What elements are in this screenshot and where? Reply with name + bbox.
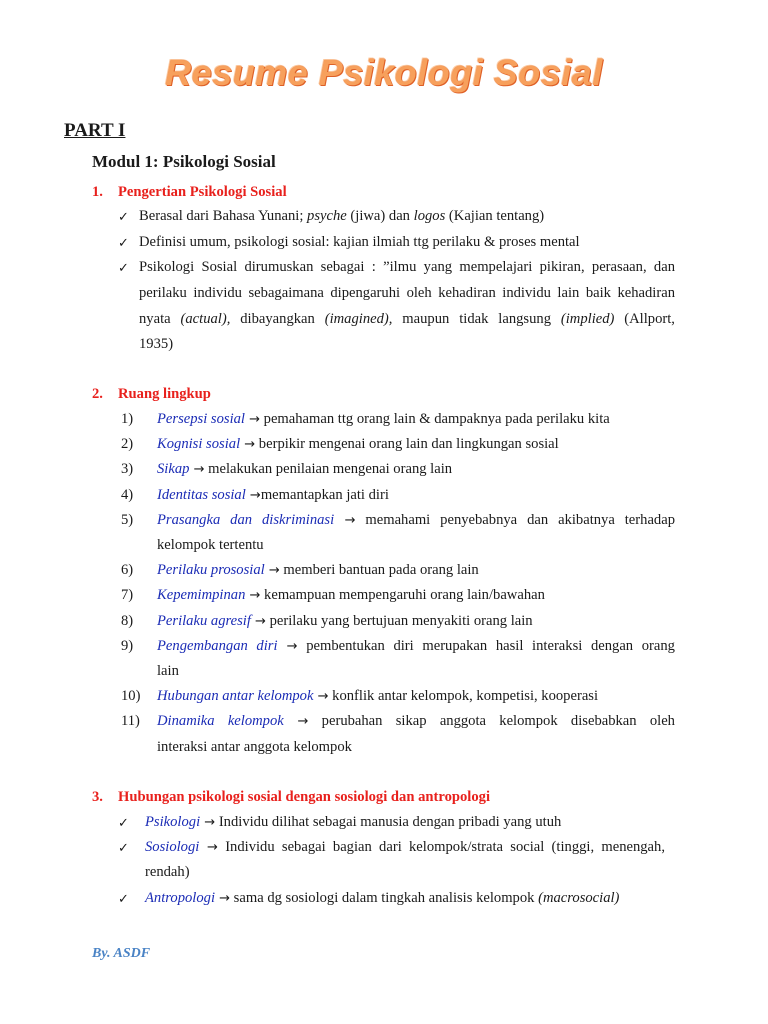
scope-term: Prasangka dan diskriminasi xyxy=(157,511,335,528)
relation-term: Psikologi xyxy=(145,814,201,830)
list-number: 3) xyxy=(121,461,134,478)
scope-term: Kognisi sosial xyxy=(157,436,241,453)
section-title: Hubungan psikologi sosial dengan sosiologi dan antropologi xyxy=(118,789,491,805)
scope-term: Kepemimpinan xyxy=(157,587,246,604)
text-span: Berasal dari Bahasa Yunani; xyxy=(139,208,308,224)
right-arrow-icon: → xyxy=(240,437,256,453)
right-arrow-icon: → xyxy=(264,563,280,579)
list-number: 6) xyxy=(121,562,134,579)
text-span: (Kajian tentang) xyxy=(445,208,545,224)
item-description: memahami penyebabnya dan akibatnya terhadap xyxy=(355,511,675,528)
scope-term: Perilaku prososial xyxy=(157,562,265,579)
scope-term: Dinamika kelompok xyxy=(157,713,284,730)
list-number: 8) xyxy=(121,612,134,629)
text-span: (Allport, xyxy=(614,311,675,327)
item-description: Individu sebagai bagian dari kelompok/strata social (tinggi, menengah, xyxy=(217,839,665,856)
item-description: konflik antar kelompok, kompetisi, kooperasi xyxy=(328,688,599,705)
scope-term: Pengembangan diri xyxy=(157,637,278,654)
list-item-continuation: rendah) xyxy=(145,864,190,881)
list-number: 1) xyxy=(121,411,134,427)
text-span: maupun tidak langsung xyxy=(392,311,561,327)
list-item xyxy=(157,613,533,630)
list-item-continuation: kelompok tertentu xyxy=(157,537,264,553)
list-item xyxy=(145,890,619,907)
italic-term: (actual), xyxy=(180,311,231,327)
bullet-text: Definisi umum, psikologi sosial: kajian ilmiah ttg perilaku & proses mental xyxy=(139,234,580,250)
paragraph-line: Psikologi Sosial dirumuskan sebagai : ”ilmu yang mempelajari pikiran, perasaan, dan xyxy=(139,259,675,275)
list-item xyxy=(157,638,675,655)
section-title: Pengertian Psikologi Sosial xyxy=(118,184,287,200)
list-number: 11) xyxy=(121,713,140,730)
item-description: sama dg sosiologi dalam tingkah analisis kelompok xyxy=(230,889,539,906)
text-span: (jiwa) dan xyxy=(346,208,414,224)
list-item xyxy=(157,688,598,705)
checkmark-icon: ✓ xyxy=(118,236,129,251)
item-description: kemampuan mempengaruhi orang lain/bawahan xyxy=(260,587,545,604)
italic-term: logos xyxy=(413,208,446,224)
list-item xyxy=(157,512,675,529)
paragraph-line: 1935) xyxy=(139,336,174,352)
scope-term: Perilaku agresif xyxy=(157,612,251,629)
right-arrow-icon: → xyxy=(334,512,356,528)
paragraph-line xyxy=(139,311,675,328)
right-arrow-icon: → xyxy=(313,689,329,705)
item-description: perubahan sikap anggota kelompok disebabkan oleh xyxy=(308,713,675,730)
list-item xyxy=(145,839,665,856)
item-description: melakukan penilaian mengenai orang lain xyxy=(204,461,453,478)
right-arrow-icon: → xyxy=(283,714,309,730)
list-number: 5) xyxy=(121,511,134,528)
document-title: Resume Psikologi Sosial xyxy=(165,52,603,93)
right-arrow-icon: → xyxy=(215,890,231,906)
list-item xyxy=(145,814,561,831)
list-item-continuation: lain xyxy=(157,663,179,679)
list-item-continuation: interaksi antar anggota kelompok xyxy=(157,738,352,755)
list-number: 9) xyxy=(121,637,134,654)
checkmark-icon: ✓ xyxy=(118,210,129,225)
text-span: nyata xyxy=(139,311,181,327)
list-item xyxy=(157,461,452,478)
relation-term: Sosiologi xyxy=(145,839,200,856)
scope-term: Persepsi sosial xyxy=(157,411,245,427)
paragraph-line: perilaku individu sebagaimana dipengaruhi oleh kehadiran individu lain baik kehadiran xyxy=(139,285,675,301)
checkmark-icon: ✓ xyxy=(118,841,129,857)
bullet-text xyxy=(139,208,544,225)
module-heading: Modul 1: Psikologi Sosial xyxy=(92,152,276,171)
list-item xyxy=(157,713,675,730)
item-description: memantapkan jati diri xyxy=(260,486,389,503)
right-arrow-icon: → xyxy=(245,588,261,604)
item-description: Individu dilihat sebagai manusia dengan pribadi yang utuh xyxy=(215,814,562,830)
right-arrow-icon: → xyxy=(200,815,216,830)
list-item xyxy=(157,562,479,579)
checkmark-icon: ✓ xyxy=(118,891,129,907)
list-number: 2) xyxy=(121,436,134,453)
scope-term: Identitas sosial xyxy=(157,486,246,503)
section-3-heading xyxy=(92,789,490,806)
section-number: 3. xyxy=(92,789,103,805)
right-arrow-icon: → xyxy=(199,840,218,856)
right-arrow-icon: → xyxy=(189,462,205,478)
right-arrow-icon: → xyxy=(244,412,260,427)
relation-term: Antropologi xyxy=(145,889,215,906)
list-item xyxy=(157,487,389,504)
list-item xyxy=(157,436,559,453)
section-number: 2. xyxy=(92,386,103,402)
italic-term: (imagined), xyxy=(324,311,393,327)
scope-term: Sikap xyxy=(157,461,190,478)
list-item xyxy=(157,587,545,604)
list-number: 10) xyxy=(121,688,141,705)
section-title: Ruang lingkup xyxy=(118,386,211,402)
checkmark-icon: ✓ xyxy=(118,261,129,276)
right-arrow-icon: → xyxy=(277,638,298,654)
right-arrow-icon: → xyxy=(250,613,266,629)
italic-term: psyche xyxy=(307,208,347,224)
list-item xyxy=(157,411,610,428)
list-number: 7) xyxy=(121,587,134,604)
italic-term: (macrosocial) xyxy=(538,889,620,906)
item-description: pembentukan diri merupakan hasil interaksi dengan orang xyxy=(297,637,675,654)
section-number: 1. xyxy=(92,184,103,200)
text-span: dibayangkan xyxy=(230,311,325,327)
item-description: memberi bantuan pada orang lain xyxy=(279,562,479,579)
part-heading: PART I xyxy=(64,120,126,141)
item-description: berpikir mengenai orang lain dan lingkungan sosial xyxy=(255,436,559,453)
item-description: perilaku yang bertujuan menyakiti orang lain xyxy=(265,612,533,629)
section-1-heading xyxy=(92,184,287,201)
list-number: 4) xyxy=(121,486,134,503)
scope-term: Hubungan antar kelompok xyxy=(157,688,314,705)
italic-term: (implied) xyxy=(560,311,615,327)
footer-author: By. ASDF xyxy=(92,946,151,961)
checkmark-icon: ✓ xyxy=(118,816,129,831)
item-description: pemahaman ttg orang lain & dampaknya pada perilaku kita xyxy=(260,411,610,427)
section-2-heading xyxy=(92,386,211,403)
right-arrow-icon: → xyxy=(245,487,261,503)
